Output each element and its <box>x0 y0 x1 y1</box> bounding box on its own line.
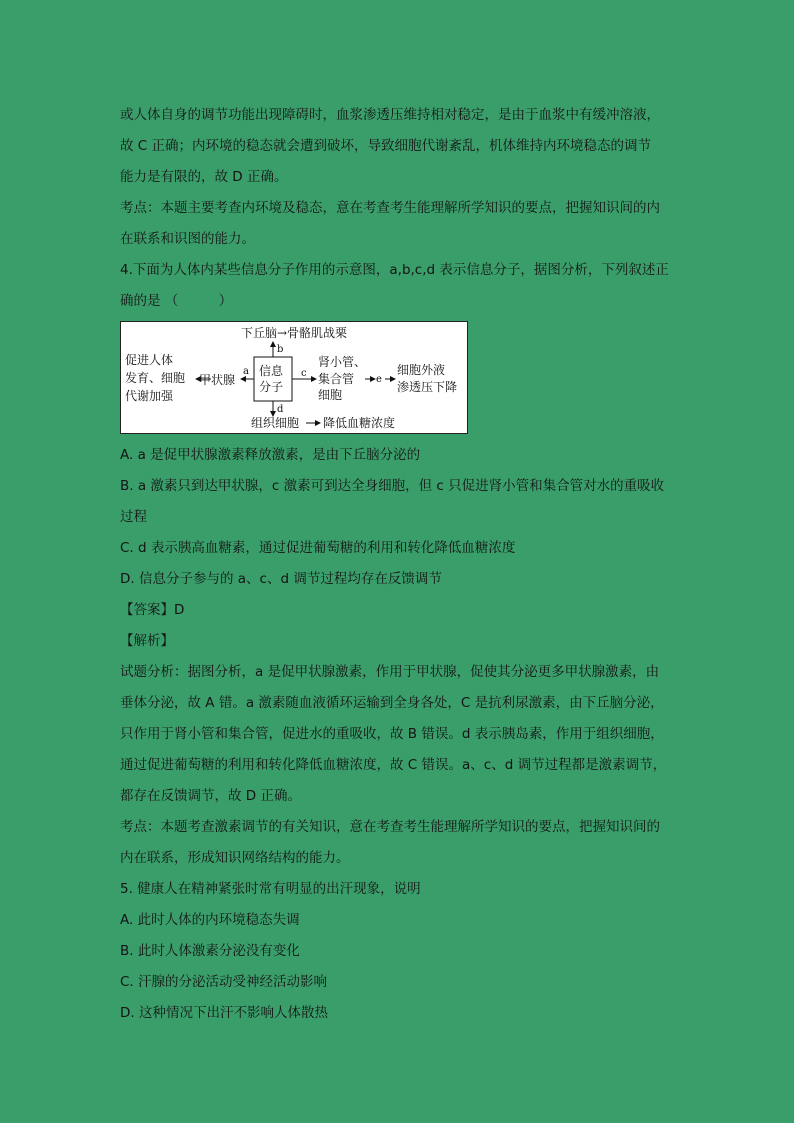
label-a: a <box>243 366 249 377</box>
top-target-label: 下丘脑→骨骼肌战栗 <box>241 326 348 340</box>
text-line: 考点：本题主要考查内环境及稳态，意在考查考生能理解所学知识的要点，把握知识间的内 <box>120 200 660 216</box>
analysis-line: 都存在反馈调节，故 D 正确。 <box>120 788 301 804</box>
right-effect-1: 细胞外液 <box>397 363 446 377</box>
analysis-line: 通过促进葡萄糖的利用和转化降低血糖浓度，故 C 错误。a、c、d 调节过程都是激素调节， <box>120 757 667 773</box>
right-effect-2: 渗透压下降 <box>397 380 458 394</box>
analysis-line: 只作用于肾小管和集合管，促进水的重吸收，故 B 错误。d 表示胰岛素，作用于组织细胞， <box>120 726 664 742</box>
answer-label: 【答案】D <box>120 602 185 618</box>
option-d: D. 信息分子参与的 a、c、d 调节过程均存在反馈调节 <box>120 571 442 587</box>
document-body <box>120 100 680 1029</box>
question-5-stem: 5. 健康人在精神紧张时常有明显的出汗现象，说明 <box>120 881 421 897</box>
right-target-1: 肾小管、 <box>318 355 367 369</box>
bottom-target-label: 组织细胞 <box>251 416 300 430</box>
center-label-2: 分子 <box>259 380 284 394</box>
question-4-stem: 4.下面为人体内某些信息分子作用的示意图，a,b,c,d 表示信息分子，据图分析，下列叙述正 <box>120 262 669 278</box>
option-a: A. a 是促甲状腺激素释放激素，是由下丘脑分泌的 <box>120 447 421 463</box>
left-target-label: 甲状腺 <box>199 373 236 387</box>
q5-option-d: D. 这种情况下出汗不影响人体散热 <box>120 1005 328 1021</box>
label-e: e <box>376 374 382 385</box>
label-d: d <box>277 404 284 415</box>
left-effect-2: 发育、细胞 <box>125 371 186 385</box>
left-effect-1: 促进人体 <box>125 353 174 367</box>
question-4-stem-cont: 确的是 （ ） <box>120 293 233 309</box>
text-line: 故 C 正确；内环境的稳态就会遭到破坏，导致细胞代谢紊乱，机体维持内环境稳态的调节 <box>120 138 652 154</box>
q5-option-b: B. 此时人体激素分泌没有变化 <box>120 943 300 959</box>
analysis-line: 试题分析：据图分析，a 是促甲状腺激素，作用于甲状腺，促使其分泌更多甲状腺激素，由 <box>120 664 660 680</box>
analysis-line: 垂体分泌，故 A 错。a 激素随血液循环运输到全身各处，C 是抗利尿激素，由下丘脑分泌， <box>120 695 664 711</box>
center-label-1: 信息 <box>259 364 284 378</box>
option-c: C. d 表示胰高血糖素，通过促进葡萄糖的利用和转化降低血糖浓度 <box>120 540 516 556</box>
right-target-2: 集合管 <box>318 372 355 386</box>
text-line: 在联系和识图的能力。 <box>120 231 255 247</box>
label-b: b <box>277 344 284 355</box>
option-b: B. a 激素只到达甲状腺，c 激素可到达全身细胞，但 c 只促进肾小管和集合管对水的重吸收 <box>120 478 665 494</box>
analysis-header: 【解析】 <box>120 633 174 649</box>
right-target-3: 细胞 <box>318 388 343 402</box>
signal-molecule-diagram <box>120 321 468 434</box>
option-b-cont: 过程 <box>120 509 147 525</box>
analysis-line: 考点：本题考查激素调节的有关知识，意在考查考生能理解所学知识的要点，把握知识间的 <box>120 819 660 835</box>
left-effect-3: 代谢加强 <box>125 389 174 403</box>
bottom-effect-label: 降低血糖浓度 <box>323 416 396 430</box>
analysis-line: 内在联系，形成知识网络结构的能力。 <box>120 850 350 866</box>
text-line: 能力是有限的，故 D 正确。 <box>120 169 288 185</box>
q5-option-c: C. 汗腺的分泌活动受神经活动影响 <box>120 974 328 990</box>
label-c: c <box>301 368 307 379</box>
q5-option-a: A. 此时人体的内环境稳态失调 <box>120 912 300 928</box>
text-line: 或人体自身的调节功能出现障碍时，血浆渗透压维持相对稳定，是由于血浆中有缓冲溶液， <box>120 107 660 123</box>
